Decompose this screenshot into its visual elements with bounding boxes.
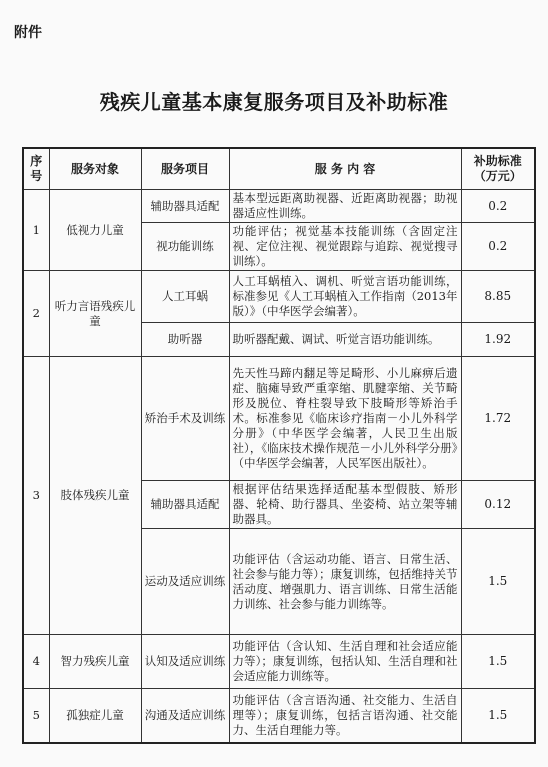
- row-content: 功能评估（含运动功能、语言、日常生活、社会参与能力等）；康复训练，包括维持关节活动度、增强肌力、语言训练、日常生活能力训练、社会参与能力训练等。: [229, 529, 461, 635]
- table-row: [23, 190, 535, 223]
- row-target: 肢体残疾儿童: [49, 357, 141, 635]
- row-item: 认知及适应训练: [141, 635, 229, 689]
- table-row: [23, 635, 535, 689]
- col-header-content: 服 务 内 容: [229, 148, 461, 190]
- row-target: 低视力儿童: [49, 190, 141, 271]
- row-amount: 1.5: [461, 635, 535, 689]
- row-target: 智力残疾儿童: [49, 635, 141, 689]
- row-item: 辅助器具适配: [141, 481, 229, 529]
- row-amount: 1.72: [461, 357, 535, 481]
- row-item: 沟通及适应训练: [141, 689, 229, 743]
- row-amount: 0.12: [461, 481, 535, 529]
- col-header-amount: 补助标准（万元）: [461, 148, 535, 190]
- col-header-item: 服务项目: [141, 148, 229, 190]
- row-seq: 4: [23, 635, 49, 689]
- row-item: 运动及适应训练: [141, 529, 229, 635]
- row-content: 人工耳蜗植入、调机、听觉言语功能训练，标准参见《人工耳蜗植入工作指南（2013年版）》（中华医学会编著）。: [229, 271, 461, 323]
- row-content: 助听器配戴、调试、听觉言语功能训练。: [229, 323, 461, 357]
- row-amount: 0.2: [461, 190, 535, 223]
- row-content: 功能评估；视觉基本技能训练（含固定注视、定位注视、视觉跟踪与追踪、视觉搜寻训练）。: [229, 223, 461, 271]
- row-amount: 0.2: [461, 223, 535, 271]
- row-amount: 8.85: [461, 271, 535, 323]
- row-target: 听力言语残疾儿童: [49, 271, 141, 357]
- row-item: 人工耳蜗: [141, 271, 229, 323]
- row-content: 先天性马蹄内翻足等足畸形、小儿麻痹后遗症、脑瘫导致严重挛缩、肌腱挛缩、关节畸形及脱位、脊柱裂导致下肢畸形等矫治手术。标准参见《临床诊疗指南－小儿外科学分册》（中华医学会编著，人民卫生出版社），《临床技术操作规范－小儿外科学分册》（中华医学会编著，人民军医出版社）。: [229, 357, 461, 481]
- row-seq: 5: [23, 689, 49, 743]
- page-title: 残疾儿童基本康复服务项目及补助标准: [99, 90, 449, 114]
- row-item: 辅助器具适配: [141, 190, 229, 223]
- table-row: [23, 271, 535, 323]
- col-header-target: 服务对象: [49, 148, 141, 190]
- attachment-label: 附件: [14, 25, 42, 41]
- row-amount: 1.5: [461, 529, 535, 635]
- row-seq: 3: [23, 357, 49, 635]
- table-header-row: [23, 148, 535, 190]
- row-amount: 1.92: [461, 323, 535, 357]
- row-seq: 2: [23, 271, 49, 357]
- col-header-seq: 序号: [23, 148, 49, 190]
- row-item: 矫治手术及训练: [141, 357, 229, 481]
- row-content: 功能评估（含言语沟通、社交能力、生活自理等）；康复训练，包括言语沟通、社交能力、生活自理能力等。: [229, 689, 461, 743]
- row-amount: 1.5: [461, 689, 535, 743]
- table-row: [23, 357, 535, 481]
- row-seq: 1: [23, 190, 49, 271]
- row-item: 视功能训练: [141, 223, 229, 271]
- row-content: 基本型远距离助视器、近距离助视器；助视器适应性训练。: [229, 190, 461, 223]
- row-content: 功能评估（含认知、生活自理和社会适应能力等）；康复训练，包括认知、生活自理和社会适应能力训练等。: [229, 635, 461, 689]
- row-content: 根据评估结果选择适配基本型假肢、矫形器、轮椅、助行器具、坐姿椅、站立架等辅助器具。: [229, 481, 461, 529]
- row-target: 孤独症儿童: [49, 689, 141, 743]
- table-row: [23, 689, 535, 743]
- subsidy-table: [22, 147, 536, 744]
- row-item: 助听器: [141, 323, 229, 357]
